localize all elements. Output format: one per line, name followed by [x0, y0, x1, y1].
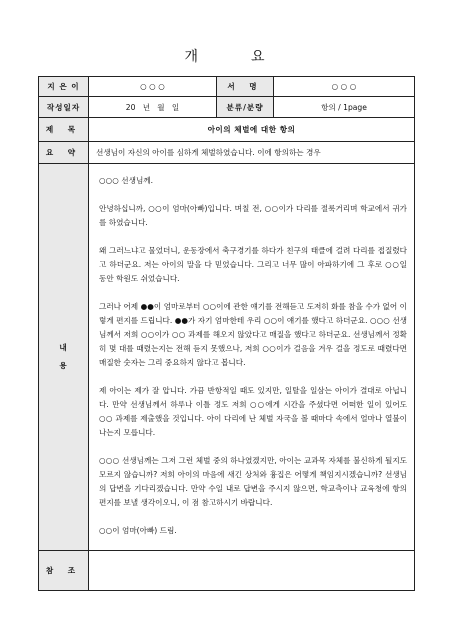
category-label: 분류/분량 [217, 97, 274, 118]
letter-signoff: ○○이 엄마(아빠) 드림. [99, 526, 177, 535]
letter-greeting: ○○○ 선생님께. [99, 176, 154, 185]
author-label: 지 은 이 [39, 77, 89, 97]
letter-paragraph-4: 제 아이는 제가 잘 압니다. 가끔 반항적일 때도 있지만, 일탈을 일삼는 아이가 결대로 아닙니다. 만약 선생님께서 하루나 이틀 정도 저희 ○○에게 시간을 주셨다면 어떠한 일이 있어도 ○○ 과제를 제출했을 것입니다. 아이 다리에 난 체벌 자국을 볼 때마다 속에서 얼마나 열불이 나는지 모릅니다. [99, 386, 407, 437]
content-row [39, 164, 415, 551]
letter-paragraph-2: 왜 그러느냐고 물었더니, 운동장에서 축구경기를 하다가 친구의 태클에 걸려 다리를 접질렸다고 하더군요. 저는 아이의 말을 다 믿었습니다. 그리고 너무 많이 아파하기에 그 후로 ○○일 동안 학원도 쉬었습니다. [99, 246, 407, 283]
page-title [0, 46, 450, 66]
summary-row [39, 142, 415, 164]
subject-value[interactable]: 아이의 체벌에 대한 항의 [89, 118, 415, 142]
letter-body[interactable] [89, 164, 415, 551]
content-label [39, 164, 89, 551]
letter-paragraph-1: 안녕하십니까, ○○이 엄마(아빠)입니다. 며칠 전, ○○이가 다리를 절룩거리며 학교에서 귀가를 하였습니다. [99, 204, 407, 227]
subject-label: 제 목 [39, 118, 89, 142]
letter-paragraph-3: 그러나 어제 ●●이 엄마로부터 ○○이에 관한 얘기를 전해듣고 도저히 화를 참을 수가 없어 이렇게 편지를 드립니다. ●●가 자기 엄마한테 우리 ○○이 얘기를 했다고 하더군요. ○○○ 선생님께서 저희 ○○이가 ○○ 과제를 해오지 않았다고 매질을 했다고 하더군요. 선생님께서 정확히 몇 대를 때렸는지는 전해 듣지 못했으나, 저희 ○○이가 걸음을 겨우 걸을 정도로 때렸다면 매질한 숫자는 그리 중요하지 않다고 봅니다. [99, 302, 407, 367]
summary-label: 요 약 [39, 142, 89, 164]
title-right-char: 요 [251, 49, 266, 65]
signature-value[interactable]: ○ ○ ○ [274, 77, 415, 97]
date-label: 작성일자 [39, 97, 89, 118]
document-form [38, 76, 415, 591]
date-row [39, 97, 415, 118]
category-value[interactable]: 항의 / 1page [274, 97, 415, 118]
signature-label: 서 명 [217, 77, 274, 97]
content-label-top: 내 [59, 343, 68, 352]
date-value[interactable]: 20 년 월 일 [89, 97, 217, 118]
reference-row [39, 551, 415, 591]
author-value[interactable]: ○ ○ ○ [89, 77, 217, 97]
summary-value[interactable]: 선생님이 자신의 아이를 심하게 체벌하였습니다. 이에 항의하는 경우 [89, 142, 415, 164]
content-label-bottom: 용 [59, 361, 68, 370]
title-left-char: 개 [184, 49, 199, 65]
reference-label: 참 조 [39, 551, 89, 591]
author-row [39, 77, 415, 97]
subject-row [39, 118, 415, 142]
reference-value[interactable] [89, 551, 415, 591]
letter-paragraph-5: ○○○ 선생님께는 그저 그런 체벌 중의 하나였겠지만, 아이는 교과목 자체를 불신하게 될지도 모르지 않습니까? 저희 아이의 마음에 새긴 상처와 흉집은 어떻게 책임지시겠습니까? 선생님의 답변을 기다리겠습니다. 만약 수일 내로 답변을 주시지 않으면, 학교측이나 교육청에 항의편지를 보낼 생각이오니, 이 점 참고하시기 바랍니다. [99, 456, 407, 507]
